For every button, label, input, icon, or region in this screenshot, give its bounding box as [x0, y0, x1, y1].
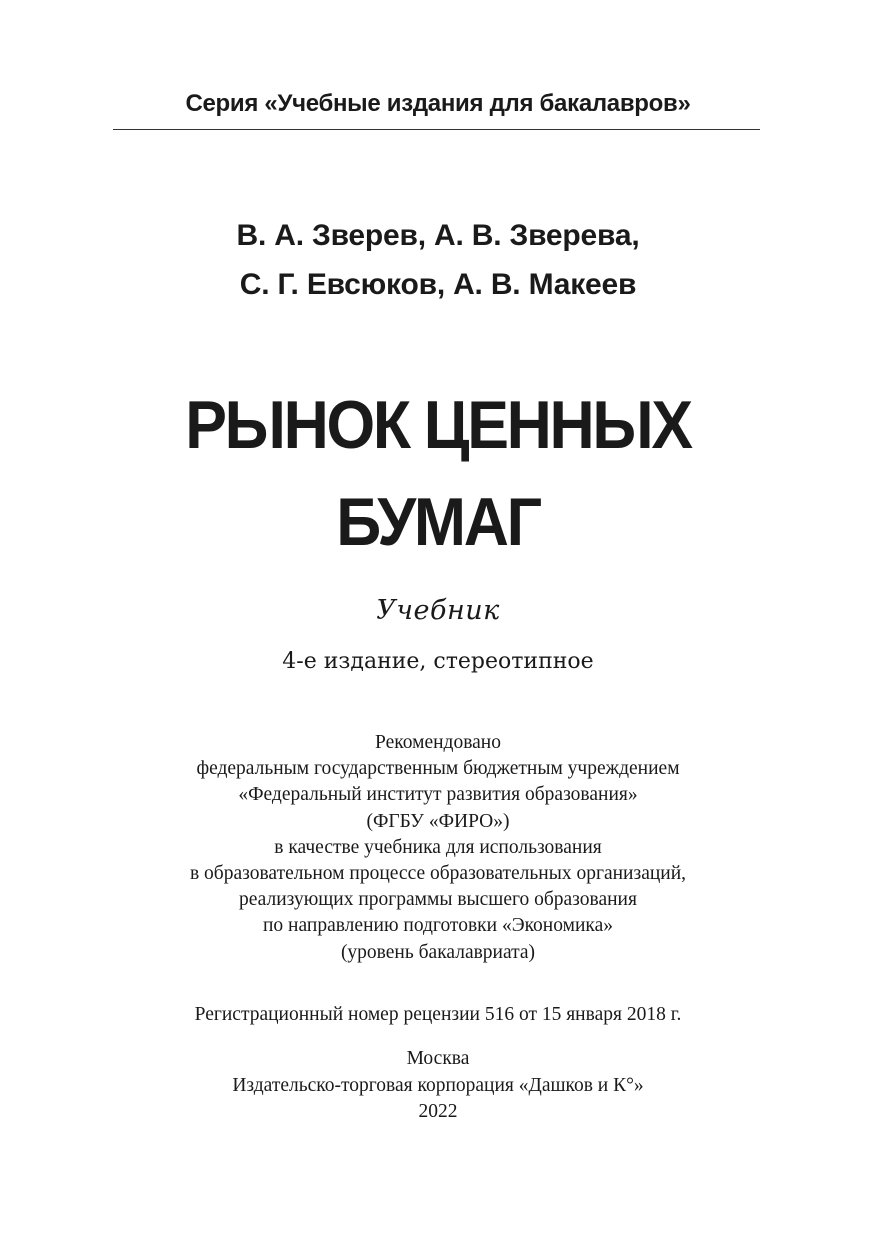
recommendation-line: «Федеральный институт развития образования» — [238, 784, 638, 806]
header-divider — [113, 129, 760, 130]
review-registration: Регистрационный номер рецензии 516 от 15 января 2018 г. — [194, 1004, 682, 1025]
recommendation-line: в качестве учебника для использования — [274, 836, 602, 858]
recommendation-line: в образовательном процессе образовательных организаций, — [189, 863, 687, 885]
recommendation-line: (ФГБУ «ФИРО») — [366, 810, 510, 832]
imprint-publisher: Издательско-торговая корпорация «Дашков и К°» — [232, 1074, 644, 1096]
authors-line-1: В. А. Зверев, А. В. Зверева, — [236, 219, 640, 252]
book-type: Учебник — [376, 595, 500, 626]
imprint-city: Москва — [406, 1048, 470, 1069]
book-title-line-2: БУМАГ — [336, 484, 540, 560]
authors-line-2: С. Г. Евсюков, А. В. Макеев — [239, 268, 637, 301]
recommendation-line: по направлению подготовки «Экономика» — [263, 915, 613, 937]
imprint-year: 2022 — [418, 1101, 458, 1122]
edition-note: 4-е издание, стереотипное — [282, 649, 594, 674]
recommendation-block — [0, 730, 876, 966]
recommendation-line: Рекомендовано — [375, 732, 501, 753]
imprint-block — [0, 1046, 876, 1126]
series-title: Серия «Учебные издания для бакалавров» — [185, 90, 691, 117]
book-title-line-1: РЫНОК ЦЕННЫХ — [185, 387, 691, 463]
recommendation-line: федеральным государственным бюджетным учреждением — [196, 758, 680, 780]
recommendation-line: реализующих программы высшего образования — [239, 889, 637, 911]
recommendation-line: (уровень бакалавриата) — [340, 941, 536, 963]
